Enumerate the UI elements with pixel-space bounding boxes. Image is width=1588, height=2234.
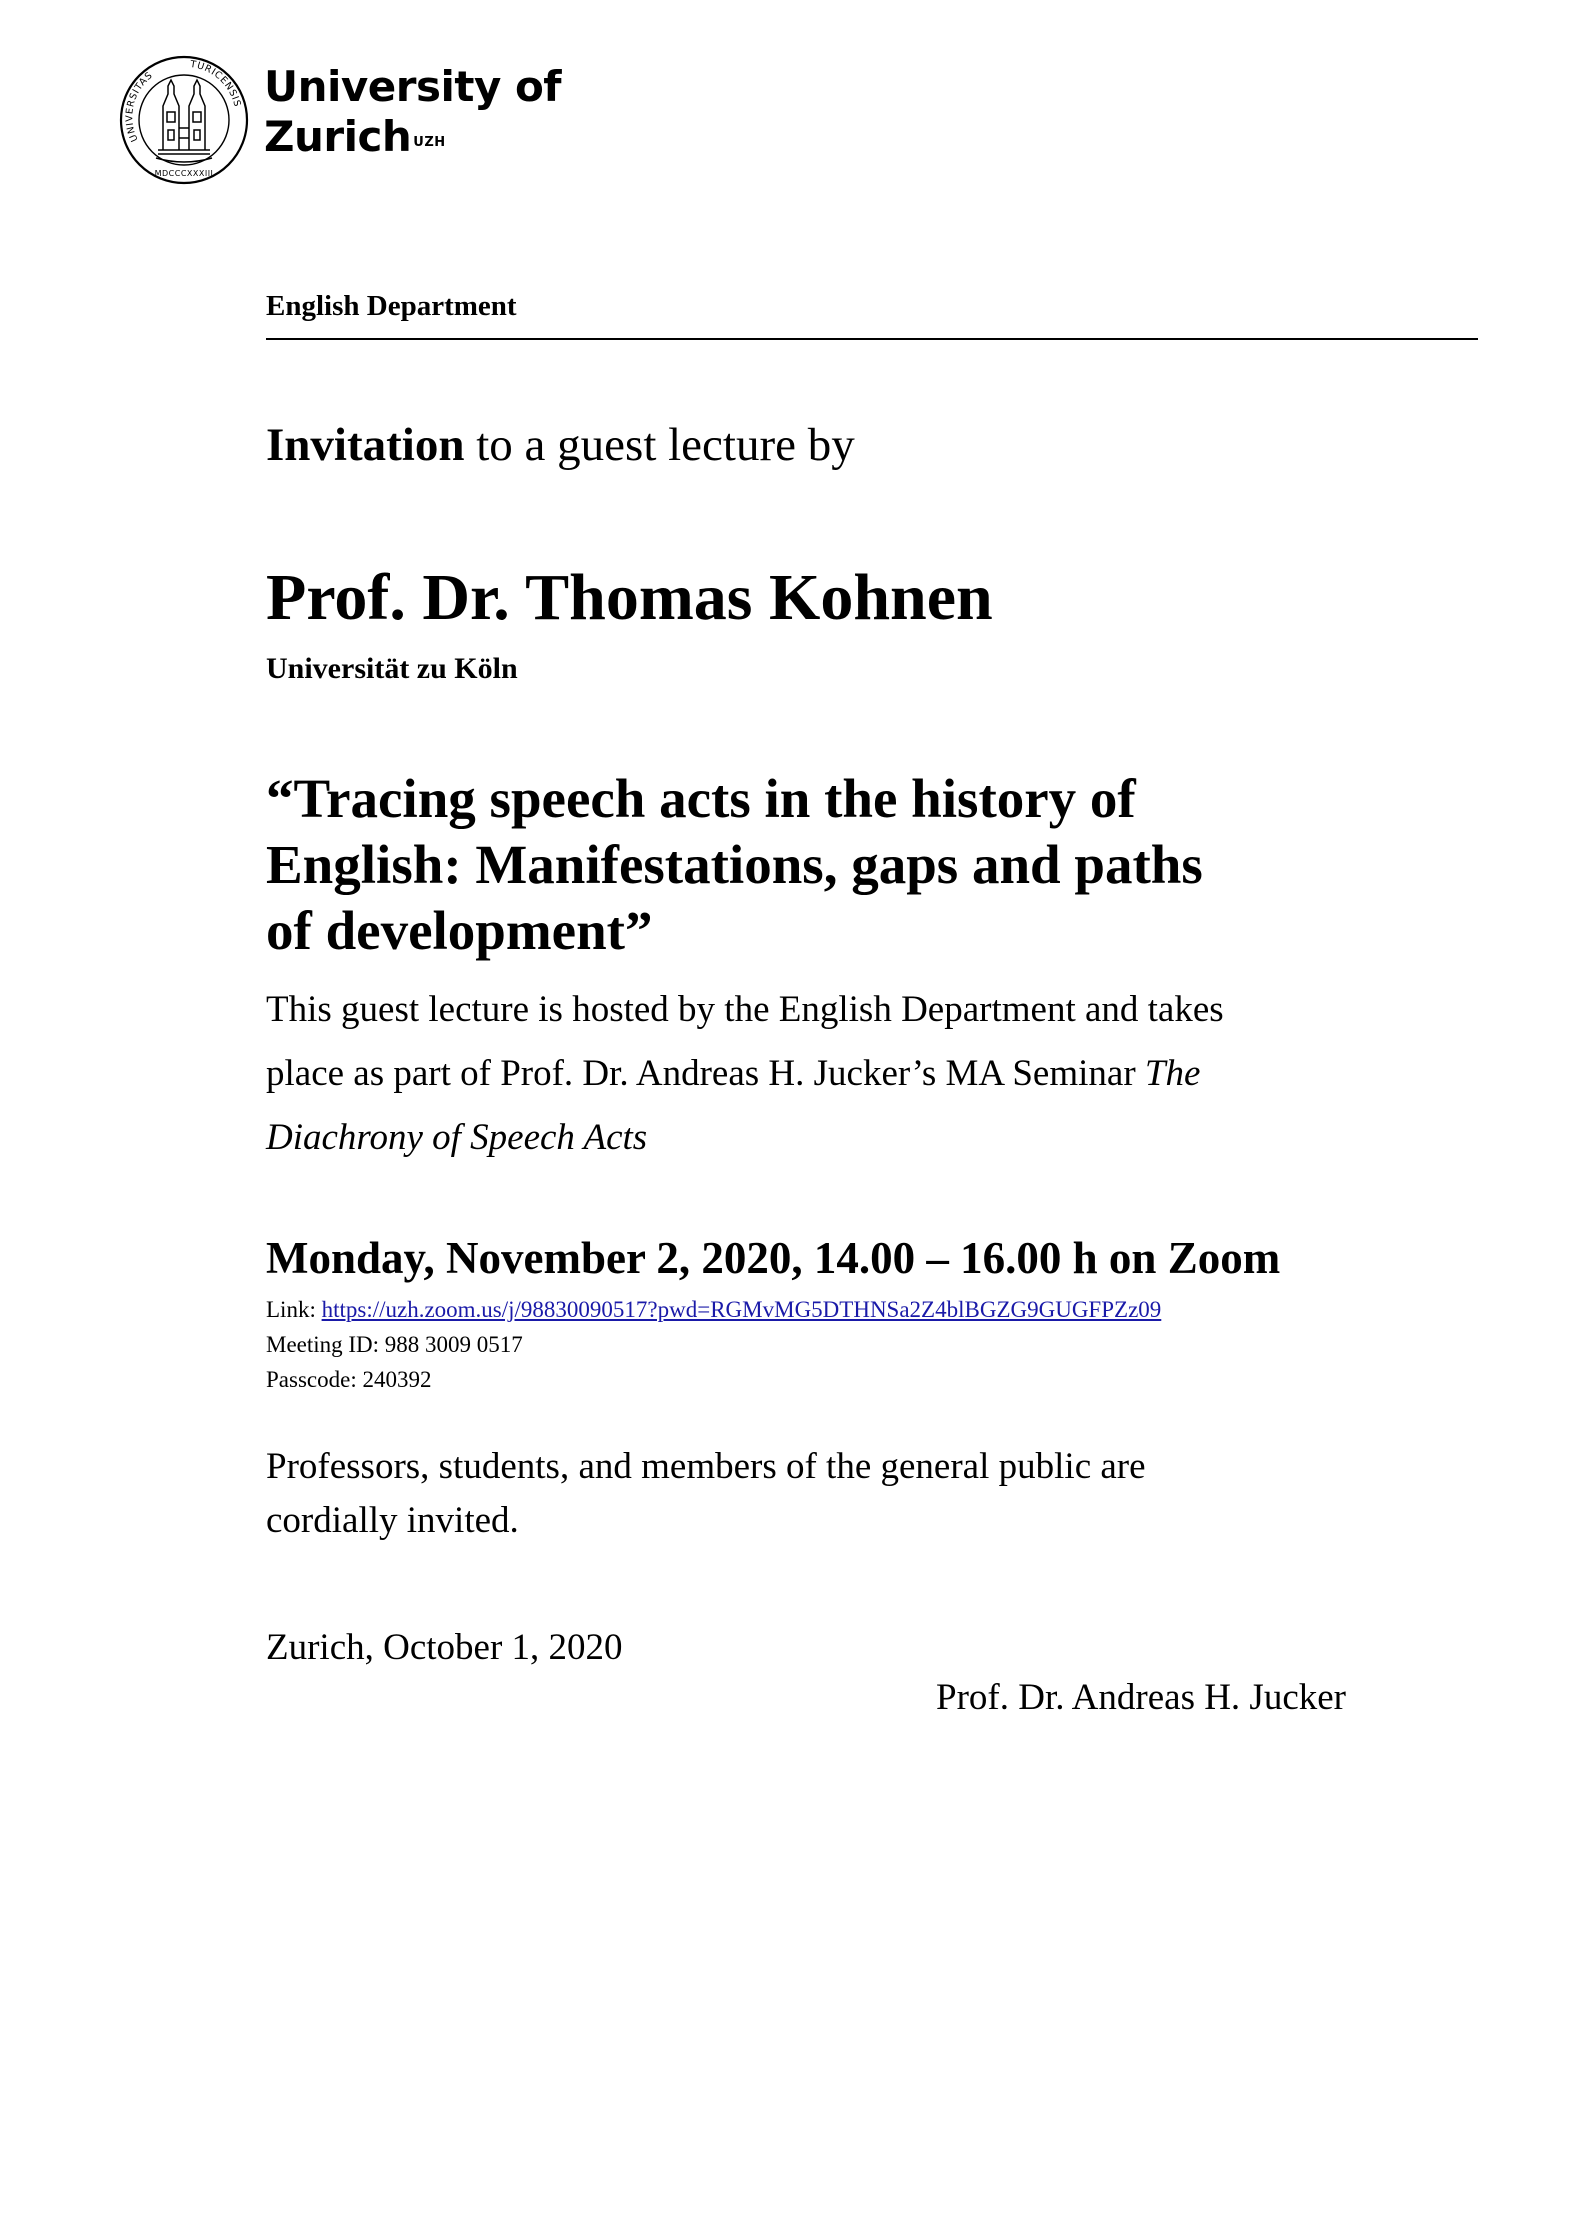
lecture-title-line-3: of development”: [266, 900, 653, 961]
meeting-id: Meeting ID: 988 3009 0517: [266, 1332, 523, 1357]
university-wordmark: [264, 62, 561, 162]
wordmark-line-1: University of: [264, 62, 562, 111]
wordmark-superscript: UZH: [413, 135, 446, 150]
zoom-details: [266, 1292, 1161, 1397]
cathedral-towers-icon: [156, 80, 212, 162]
lecture-title-line-1: “Tracing speech acts in the history of: [266, 768, 1136, 829]
seminar-title-part-1: The: [1144, 1053, 1201, 1094]
wordmark-line-2: [264, 112, 561, 162]
department-name: English Department: [266, 290, 517, 322]
invitation-line: [266, 418, 855, 472]
zoom-link-line: [266, 1292, 1161, 1327]
zoom-link-label: Link:: [266, 1297, 322, 1322]
seal-year: MDCCCXXXIII: [154, 169, 214, 178]
svg-text:UNIVERSITAS: [124, 70, 155, 143]
place-and-date: Zurich, October 1, 2020: [266, 1627, 623, 1668]
invitation-note: [266, 1440, 1466, 1548]
speaker-name: Prof. Dr. Thomas Kohnen: [266, 561, 993, 634]
speaker-affiliation: Universität zu Köln: [266, 652, 518, 685]
invitation-note-line-1: Professors, students, and members of the general public are: [266, 1446, 1146, 1487]
lecture-title: [266, 766, 1496, 964]
seal-text-right: TURICENSIS: [189, 58, 243, 109]
event-datetime: Monday, November 2, 2020, 14.00 – 16.00 h on Zoom: [266, 1233, 1281, 1283]
invitation-note-line-2: cordially invited.: [266, 1500, 519, 1541]
invitation-rest: to a guest lecture by: [464, 419, 855, 471]
invitation-bold: Invitation: [266, 419, 465, 471]
seal-text-left: UNIVERSITAS: [124, 69, 156, 144]
zoom-link[interactable]: https://uzh.zoom.us/j/98830090517?pwd=RGMvMG5DTHNSa2Z4blBGZG9GUGFPZz09: [321, 1297, 1162, 1322]
description-line-2: [266, 1042, 1506, 1106]
signatory: Prof. Dr. Andreas H. Jucker: [936, 1677, 1346, 1718]
seminar-title-part-2: Diachrony of Speech Acts: [266, 1117, 648, 1158]
description-text: place as part of Prof. Dr. Andreas H. Jucker’s MA Seminar: [266, 1053, 1145, 1094]
lecture-description: [266, 978, 1506, 1170]
wordmark-zurich: Zurich: [264, 112, 412, 161]
header-divider: [266, 338, 1478, 340]
passcode: Passcode: 240392: [266, 1367, 432, 1392]
university-seal-logo: [118, 54, 250, 186]
lecture-title-line-2: English: Manifestations, gaps and paths: [266, 834, 1203, 895]
description-line-1: This guest lecture is hosted by the English Department and takes: [266, 989, 1224, 1030]
